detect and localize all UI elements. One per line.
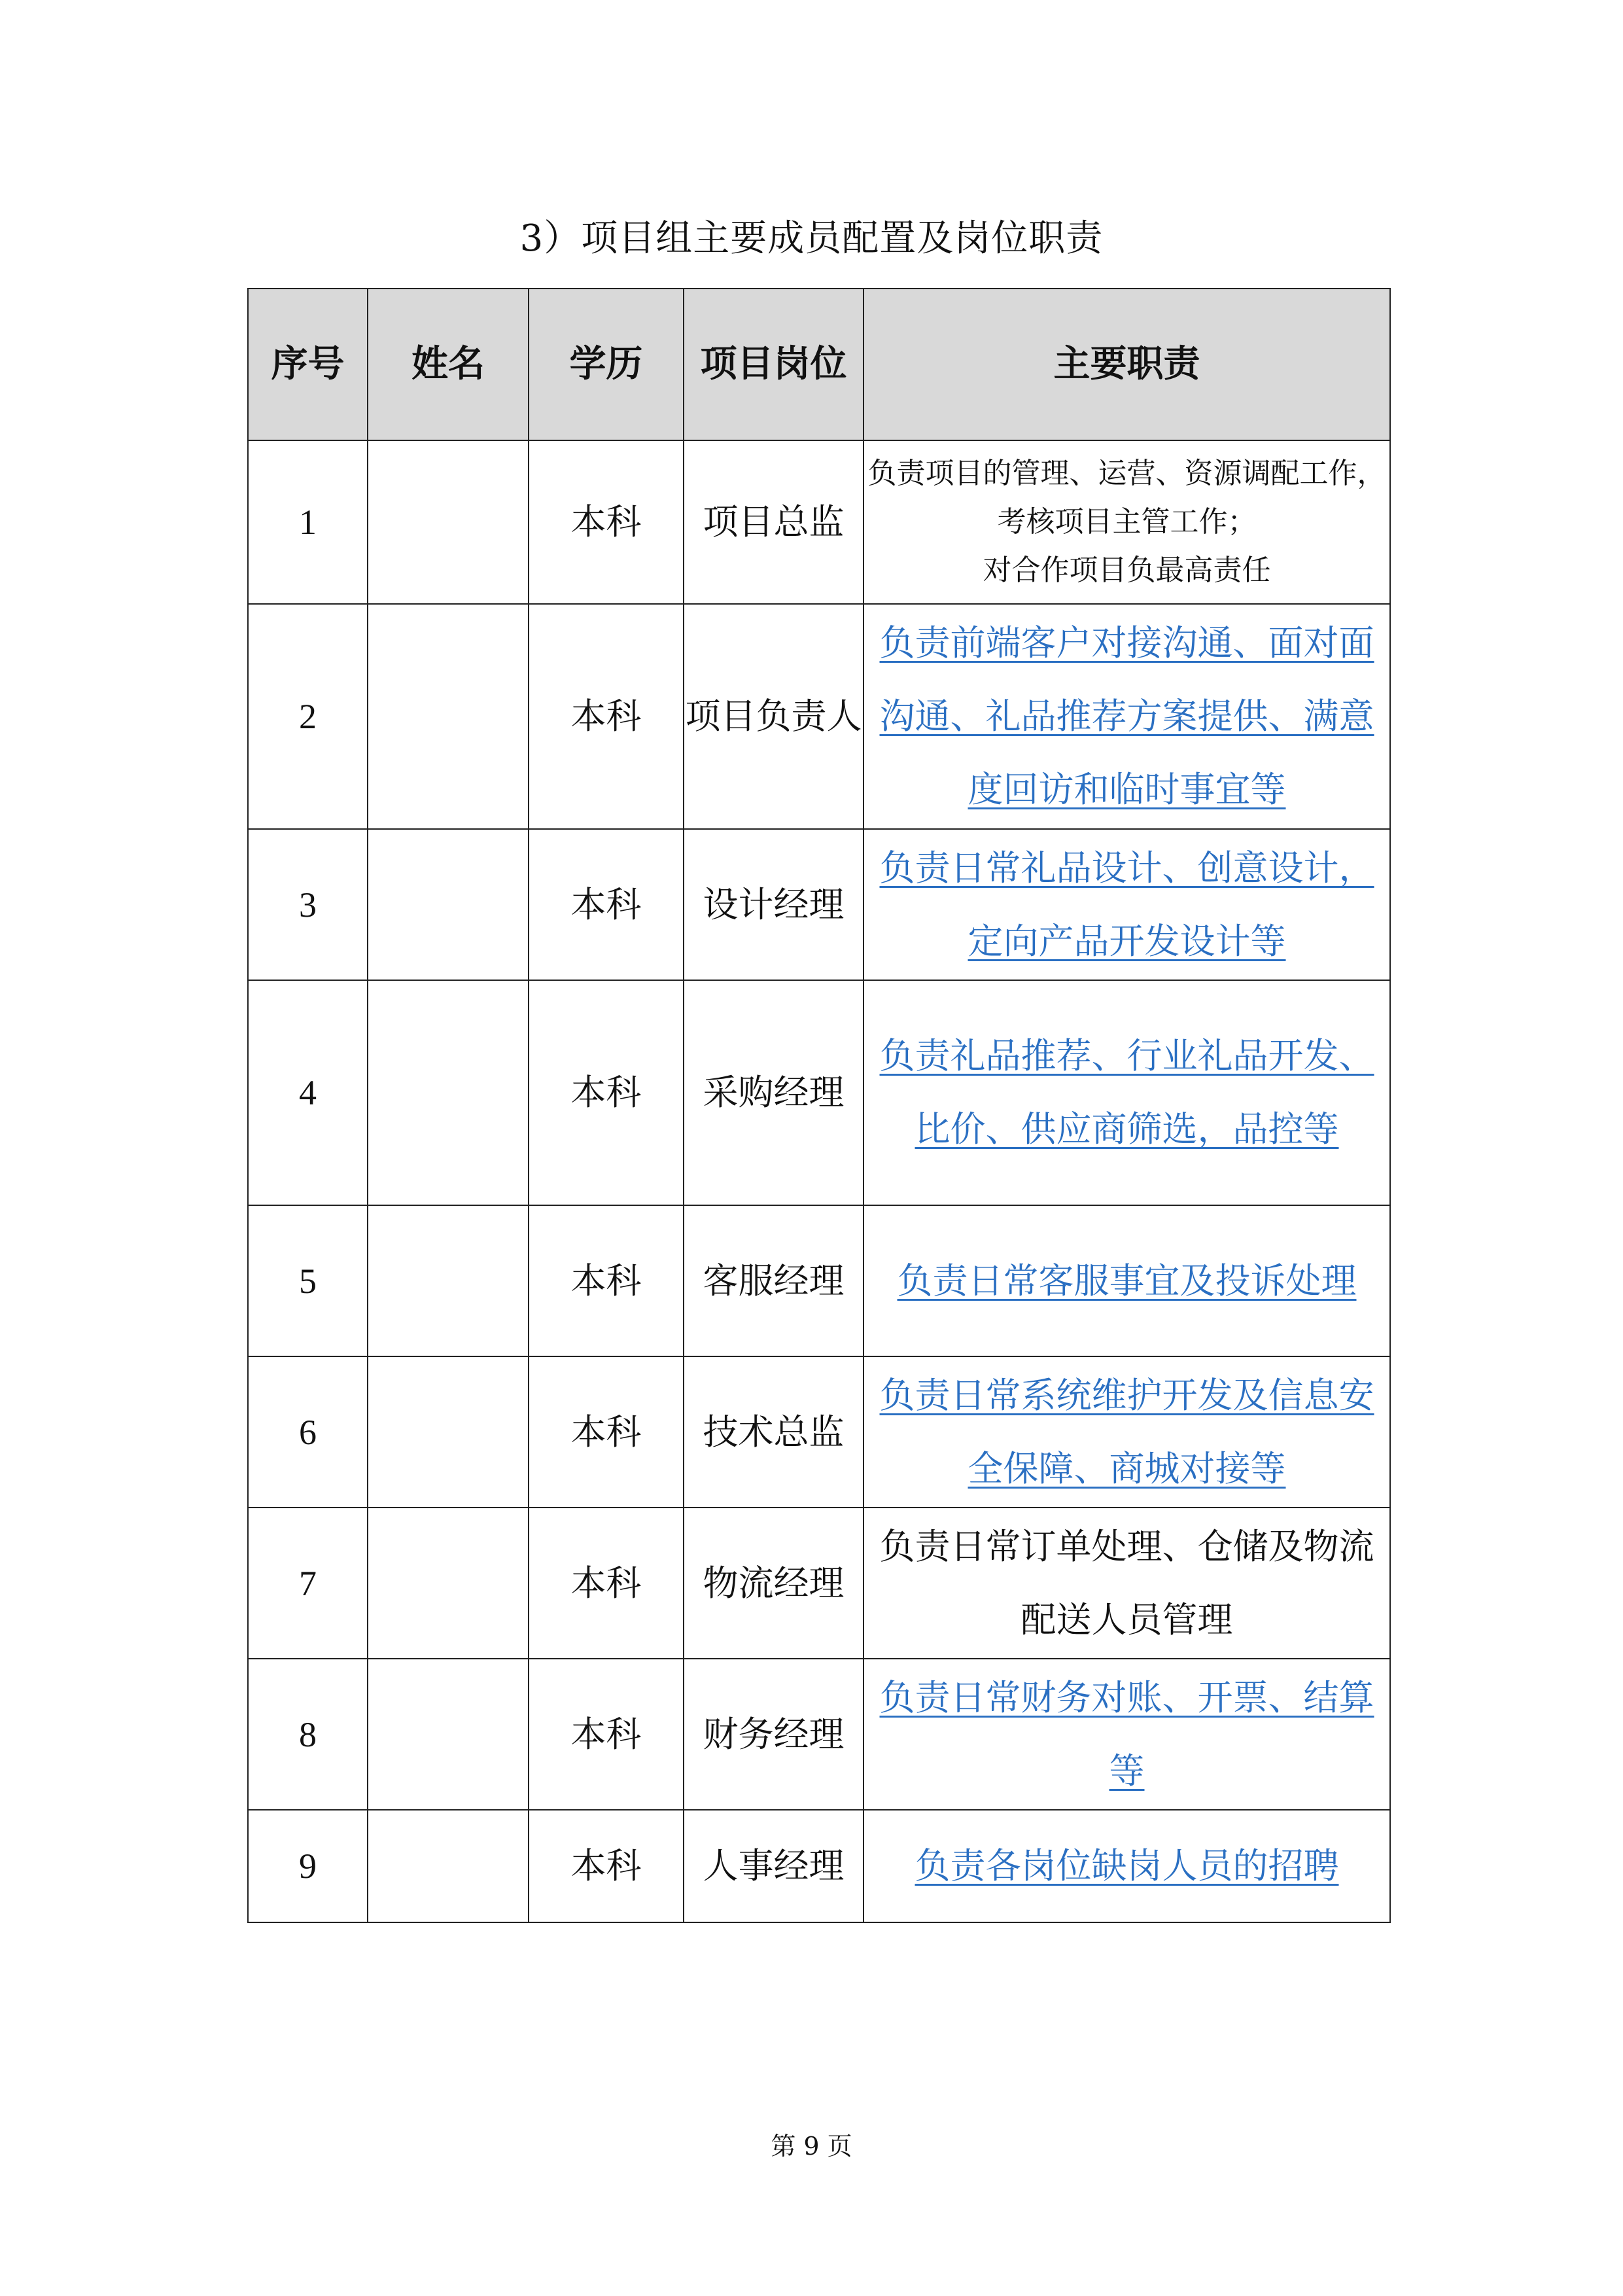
header-position: 项目岗位 <box>684 289 864 440</box>
cell-name <box>368 1659 529 1810</box>
cell-education: 本科 <box>529 440 684 604</box>
page-footer: 第 9 页 <box>771 2132 852 2161</box>
table-row <box>248 980 1390 1205</box>
cell-position: 采购经理 <box>684 980 864 1205</box>
duty-link[interactable]: 负责礼品推荐、行业礼品开发、比价、供应商筛选，品控等 <box>879 1035 1374 1150</box>
cell-position: 物流经理 <box>684 1508 864 1659</box>
cell-education: 本科 <box>529 1205 684 1356</box>
cell-name <box>368 980 529 1205</box>
cell-position: 财务经理 <box>684 1659 864 1810</box>
header-duties: 主要职责 <box>864 289 1390 440</box>
cell-no: 3 <box>248 829 368 980</box>
cell-position: 项目总监 <box>684 440 864 604</box>
duty-link[interactable]: 负责前端客户对接沟通、面对面沟通、礼品推荐方案提供、满意度回访和临时事宜等 <box>879 622 1374 810</box>
cell-duties <box>864 604 1390 829</box>
cell-duties <box>864 1356 1390 1508</box>
duty-text: 负责项目的管理、运营、资源调配工作，考核项目主管工作； <box>867 457 1386 539</box>
duty-link[interactable]: 负责日常系统维护开发及信息安全保障、商城对接等 <box>879 1374 1374 1489</box>
duty-text: 负责日常订单处理、仓储及物流配送人员管理 <box>879 1525 1374 1640</box>
table-row <box>248 440 1390 604</box>
table-header-row <box>248 289 1390 440</box>
header-education: 学历 <box>529 289 684 440</box>
duty-text: 对合作项目负最高责任 <box>983 554 1271 587</box>
cell-education: 本科 <box>529 1659 684 1810</box>
table-row <box>248 1659 1390 1810</box>
cell-education: 本科 <box>529 1356 684 1508</box>
cell-no: 2 <box>248 604 368 829</box>
cell-no: 8 <box>248 1659 368 1810</box>
cell-name <box>368 1810 529 1922</box>
duty-link[interactable]: 负责日常客服事宜及投诉处理 <box>897 1260 1357 1301</box>
cell-position: 设计经理 <box>684 829 864 980</box>
cell-education: 本科 <box>529 980 684 1205</box>
table-row <box>248 604 1390 829</box>
cell-no: 9 <box>248 1810 368 1922</box>
cell-education: 本科 <box>529 1810 684 1922</box>
table-row <box>248 1205 1390 1356</box>
cell-duties <box>864 1810 1390 1922</box>
cell-position: 客服经理 <box>684 1205 864 1356</box>
cell-duties <box>864 440 1390 604</box>
cell-position: 技术总监 <box>684 1356 864 1508</box>
header-no: 序号 <box>248 289 368 440</box>
cell-name <box>368 1508 529 1659</box>
table-row <box>248 1356 1390 1508</box>
cell-education: 本科 <box>529 604 684 829</box>
cell-name <box>368 1356 529 1508</box>
duty-link[interactable]: 负责日常财务对账、开票、结算等 <box>879 1676 1374 1792</box>
cell-no: 1 <box>248 440 368 604</box>
duty-link[interactable]: 负责各岗位缺岗人员的招聘 <box>915 1845 1339 1886</box>
cell-education: 本科 <box>529 829 684 980</box>
header-name: 姓名 <box>368 289 529 440</box>
cell-duties <box>864 829 1390 980</box>
table-row <box>248 1810 1390 1922</box>
table-row <box>248 829 1390 980</box>
cell-name <box>368 440 529 604</box>
cell-name <box>368 829 529 980</box>
cell-name <box>368 1205 529 1356</box>
cell-education: 本科 <box>529 1508 684 1659</box>
page-title: 3）项目组主要成员配置及岗位职责 <box>519 217 1104 260</box>
cell-no: 7 <box>248 1508 368 1659</box>
duty-link[interactable]: 负责日常礼品设计、创意设计，定向产品开发设计等 <box>879 847 1374 962</box>
cell-name <box>368 604 529 829</box>
cell-no: 4 <box>248 980 368 1205</box>
table-row <box>248 1508 1390 1659</box>
cell-position: 人事经理 <box>684 1810 864 1922</box>
cell-position: 项目负责人 <box>684 604 864 829</box>
cell-duties <box>864 1205 1390 1356</box>
cell-duties <box>864 1659 1390 1810</box>
cell-no: 5 <box>248 1205 368 1356</box>
cell-no: 6 <box>248 1356 368 1508</box>
staff-table <box>247 288 1391 1923</box>
cell-duties <box>864 1508 1390 1659</box>
cell-duties <box>864 980 1390 1205</box>
